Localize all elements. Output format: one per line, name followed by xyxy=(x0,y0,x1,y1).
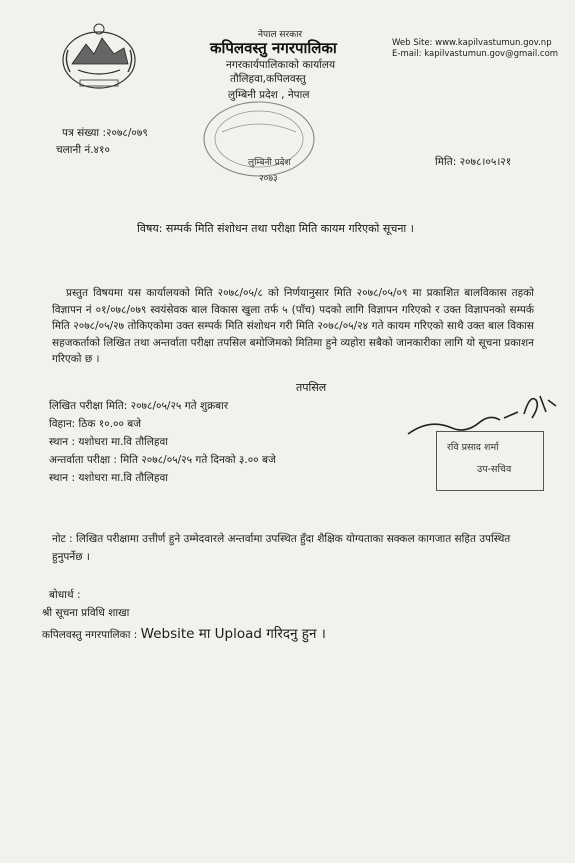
schedule-line: विहान: ठिक १०.०० बजे xyxy=(49,418,142,430)
cc-recipient-municipality xyxy=(42,624,326,642)
schedule-line: लिखित परीक्षा मिति: २०७८/०५/२५ गते शुक्रबार xyxy=(49,400,229,412)
officer-title: उप-सचिव xyxy=(477,464,512,475)
reference-number: पत्र संख्या :२०७८/०७९ xyxy=(62,127,148,139)
schedule-line: अन्तर्वाता परीक्षा : मिति २०७८/०५/२५ गते दिनको ३.०० बजे xyxy=(49,454,276,466)
cc-recipient-it-section: श्री सूचना प्रविधि शाखा xyxy=(42,607,130,619)
website: Web Site: www.kapilvastumun.gov.np xyxy=(392,38,552,48)
schedule-line: स्थान : यशोधरा मा.वि तौलिहवा xyxy=(49,472,169,484)
government-name: नेपाल सरकार xyxy=(258,30,303,40)
officer-name: रवि प्रसाद शर्मा xyxy=(447,442,499,453)
stamp-year: २०७३ xyxy=(259,174,278,184)
email: E-mail: kapilvastumun.gov@gmail.com xyxy=(392,49,559,59)
office-address-line1: तौलिहवा,कपिलवस्तु xyxy=(230,73,306,85)
body-paragraph xyxy=(52,285,534,368)
note-paragraph: नोट : लिखित परीक्षामा उत्तीर्ण हुने उम्मेदवारले अन्तर्वामा उपस्थित हुँदा शैक्षिक योग्यताका सक्कल कागजात सहित उपस्थित हुनुपर्नेछ । xyxy=(52,533,511,563)
letter-date: मिति: २०७८।०५।२१ xyxy=(435,156,512,168)
subject-line: विषय: सम्पर्क मिति संशोधन तथा परीक्षा मिति कायम गरिएको सूचना । xyxy=(137,222,414,235)
cc-upload-instruction: Website मा Upload गरिदनु हुन । xyxy=(140,626,326,642)
office-name: नगरकार्यपालिकाको कार्यालय xyxy=(226,59,336,71)
officer-stamp xyxy=(436,431,544,491)
dispatch-number: चलानी नं.४१० xyxy=(56,144,110,156)
cc-heading: बोधार्थ : xyxy=(49,589,81,601)
body-text: प्रस्तुत विषयमा यस कार्यालयको मिति २०७८/०५/८ को निर्णयानुसार मिति २०७८/०५/०९ मा प्रकाशित बालविकास तहको विज्ञापन नं ०१/०७८/०७९ स्वयंसेवक बाल विकास खुला तर्फ ५ (पाँच) पदको लागि विज्ञापन गरिएको र उक्त विज्ञापनको सम्पर्क मिति २०७८/०५/२७ तोकिएकोमा उक्त सम्पर्क मिति संशोधन गरी मिति २०७८/०५/२४ गते कायम गरिएको साथै उक्त बाल विकास सहजकर्ताको लिखित तथा अन्तर्वाता परीक्षा तपसिल बमोजिमको मितिमा हुने व्यहोरा सबैको जानकारीका लागि यो सूचना प्रकाशन गरिएको छ । xyxy=(52,287,534,365)
stamp-text: लुम्बिनी प्रदेश xyxy=(248,158,291,168)
nepal-emblem-icon xyxy=(58,20,140,92)
office-address-line2: लुम्बिनी प्रदेश , नेपाल xyxy=(228,89,310,101)
cc-municipality-name: कपिलवस्तु नगरपालिका : xyxy=(42,629,138,641)
schedule-line: स्थान : यशोधरा मा.वि तौलिहवा xyxy=(49,436,169,448)
municipality-name: कपिलवस्तु नगरपालिका xyxy=(210,39,337,57)
schedule-heading: तपसिल xyxy=(296,381,327,394)
